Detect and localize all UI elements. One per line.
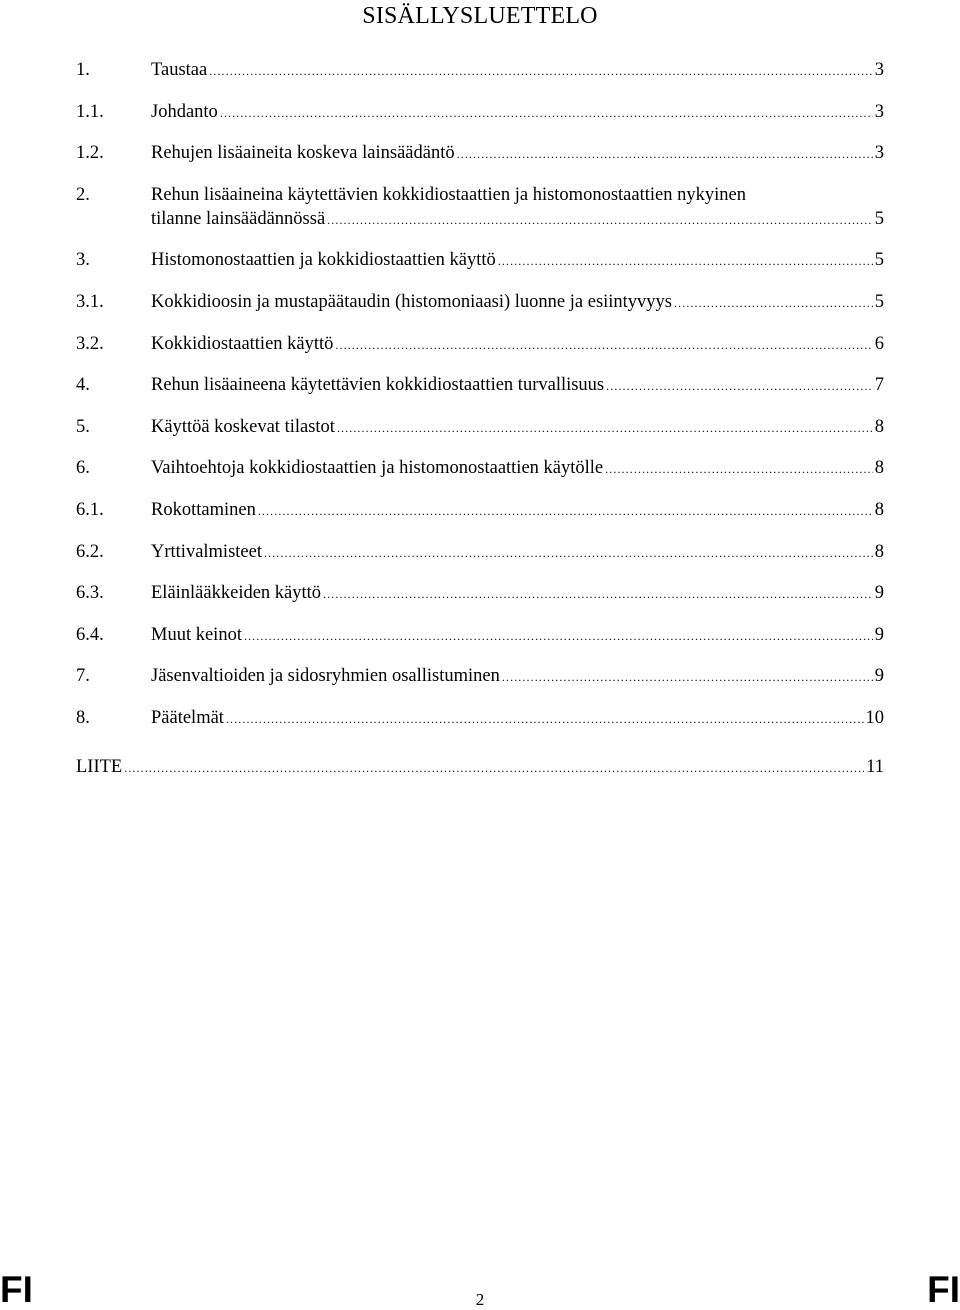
toc-entry-title: Päätelmät [151,707,224,728]
toc-entry-title: Rehun lisäaineena käytettävien kokkidiostaattien turvallisuus [151,375,605,396]
toc-entry-title: LIITE [76,756,123,777]
footer-language-code-right: FI [927,1269,960,1310]
dot-leader [323,582,873,606]
toc-entry-page: 11 [866,756,884,777]
toc-entry-page: 7 [874,375,884,396]
toc-entry-title: Histomonostaattien ja kokkidiostaattien käyttö [151,250,496,271]
toc-entry-number: 4. [76,375,90,396]
toc-entry-number: 6.3. [76,583,104,604]
toc-entry-number: 6. [76,458,90,479]
toc-entry-page: 6 [874,333,884,354]
dot-leader [335,333,872,357]
toc-entry-page: 3 [874,101,884,122]
dot-leader [244,624,873,648]
dot-leader [605,457,873,481]
toc-entry-page: 9 [874,583,884,604]
toc-entry[interactable] [76,540,884,565]
toc-entry[interactable] [76,290,884,315]
toc-entry-number: 3.1. [76,291,104,312]
toc-entry-title: Jäsenvaltioiden ja sidosryhmien osallistuminen [151,666,500,687]
footer-page-number: 2 [475,1290,485,1309]
dot-leader [226,707,864,731]
toc-entry-title: Käyttöä koskevat tilastot [151,416,335,437]
toc-entry[interactable] [76,415,884,440]
toc-entry-page: 5 [874,291,884,312]
toc-entry-page: 5 [874,250,884,271]
dot-leader [258,499,873,523]
dot-leader [264,541,873,565]
dot-leader [327,208,873,232]
toc-entry-number: 3.2. [76,333,104,354]
toc-entry[interactable] [76,456,884,481]
toc-entry[interactable] [76,183,884,232]
toc-entry-number: 7. [76,666,90,687]
toc-entry[interactable] [76,332,884,357]
toc-entry-page: 8 [874,499,884,520]
dot-leader [124,756,864,780]
toc-entry[interactable] [76,373,884,398]
toc-entry[interactable] [76,248,884,273]
toc-entry-title: Kokkidiostaattien käyttö [151,333,334,354]
dot-leader [209,59,873,83]
toc-entry-number: 6.2. [76,541,104,562]
toc-entry-number: 1. [76,60,90,80]
footer-language-code-left: FI [0,1269,33,1310]
toc-entry-page: 9 [874,624,884,645]
dot-leader [220,101,873,125]
toc-entry-number: 1.1. [76,101,104,122]
toc-entry-number: 1.2. [76,143,104,164]
page-title: SISÄLLYSLUETTELO [362,3,598,29]
toc-entry[interactable] [76,664,884,689]
toc-entry[interactable] [76,100,884,125]
toc-entry-annex[interactable] [76,755,884,780]
dot-leader [457,142,873,166]
toc-entry[interactable] [76,581,884,606]
toc-entry-title: Yrttivalmisteet [151,541,262,562]
toc-entry-number: 6.1. [76,499,104,520]
toc-entry-page: 3 [874,60,884,80]
toc-entry-title: Muut keinot [151,624,242,645]
dot-leader [606,374,873,398]
toc-entry-title: Rokottaminen [151,499,256,520]
toc-entry-title: Eläinlääkkeiden käyttö [151,583,322,604]
toc-entry-page: 10 [865,707,884,728]
toc-entry-number: 5. [76,416,90,437]
toc-entry[interactable] [76,623,884,648]
toc-entry-page: 8 [874,458,884,479]
toc-entry[interactable] [76,141,884,166]
toc-entry-page: 5 [874,208,884,229]
toc-entry-page: 8 [874,541,884,562]
toc-entry-title: Johdanto [151,101,218,122]
toc-entry-page: 3 [874,143,884,164]
dot-leader [674,291,873,315]
toc-entry-title-line1: Rehun lisäaineina käytettävien kokkidiostaattien ja histomonostaattien nykyinen [151,184,746,205]
toc-entry-title: Taustaa [151,60,208,80]
table-of-contents [76,58,884,797]
toc-entry-number: 3. [76,250,90,271]
toc-entry-page: 9 [874,666,884,687]
dot-leader [502,665,873,689]
toc-entry-title: Kokkidioosin ja mustapäätaudin (histomoniaasi) luonne ja esiintyvyys [151,291,673,312]
toc-entry[interactable] [76,706,884,731]
dot-leader [498,249,873,273]
toc-entry-number: 6.4. [76,624,104,645]
dot-leader [337,416,873,440]
toc-entry-title: Rehujen lisäaineita koskeva lainsäädäntö [151,143,455,164]
toc-entry[interactable] [76,498,884,523]
toc-entry-number: 8. [76,707,90,728]
toc-entry-title: tilanne lainsäädännössä [151,208,326,229]
toc-entry-title: Vaihtoehtoja kokkidiostaattien ja histomonostaattien käytölle [151,458,604,479]
toc-entry-number: 2. [76,184,90,205]
toc-entry-page: 8 [874,416,884,437]
toc-entry[interactable] [76,58,884,83]
